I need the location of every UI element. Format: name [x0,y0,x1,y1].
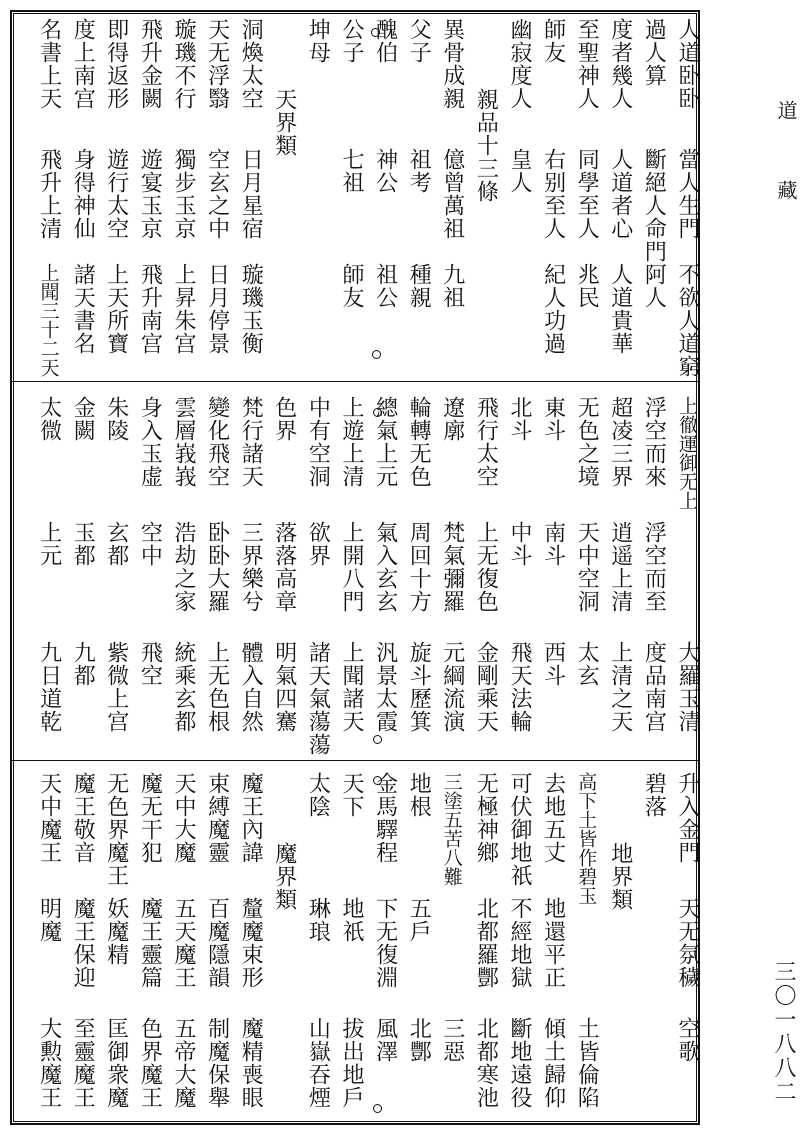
text-column-top: 幽寂度人 [507,18,532,110]
text-column-top: 天无浮翳 [204,18,230,110]
text-column-bot: 飛天法輪 [507,641,532,733]
text-column-top: 中有空洞 [305,396,331,488]
text-column-mid: 天中空洞 [574,521,600,613]
text-column-bot: 匡御衆魔 [103,1017,129,1109]
text-column-bot: 紀人功過 [540,263,566,355]
text-column-bot: 旋斗歷箕 [406,641,432,733]
text-column-top: 天中魔王 [36,772,62,864]
text-column-bot: 九日道乾 [36,641,62,733]
text-column-top: 上徹運御无上 [676,396,698,510]
text-column-bot: 汎景太霞 [372,641,398,733]
text-column-top: 飛行太空 [473,396,499,488]
text-column-bot: 璇璣玉衡 [238,263,264,355]
text-column-bot: 色界魔王 [137,1017,163,1109]
text-column-mid: 斷絕人命門 [641,148,667,263]
punctuation-circle [373,1104,382,1113]
text-column-top: 過人算 [641,18,667,87]
margin-title-mid: 藏 [774,180,798,202]
text-column-mid: 皇人 [507,148,532,194]
text-column-mid: 魔王靈篇 [137,897,163,989]
text-column-bot: 上天所寶 [103,263,129,355]
text-column-bot: 西斗 [540,641,566,687]
text-column-top: 坤母 [305,18,331,64]
text-column-mid: 日月星宿 [238,148,264,240]
text-column-mid: 遊宴玉京 [137,148,163,240]
text-column-bot: 九祖 [439,263,465,309]
text-column-mid: 上元 [36,521,62,567]
text-column-bot: 至靈魔王 [70,1017,96,1109]
text-column-bot: 大勲魔王 [36,1017,62,1109]
text-column-bot: 種親 [406,263,432,309]
text-column-bot: 空歌 [675,1017,700,1063]
text-column-top: 浮空而來 [641,396,667,488]
text-column-bot: 上聞諸天 [339,641,364,733]
punctuation-circle [373,735,382,744]
text-column-top: 醜伯 [372,18,398,64]
text-column-bot: 諸天書名 [70,263,96,355]
margin-title-top: 道 [774,100,798,122]
text-column-top: 輪轉无色 [406,396,432,488]
text-column-bot: 傾土歸仰 [540,1017,566,1109]
text-column-bot: 師友 [339,263,364,309]
text-column-mid: 上開八門 [339,521,364,613]
text-column-mid: 天无氛穢 [675,897,700,989]
section-divider-2 [12,760,700,761]
punctuation-circle [373,408,382,417]
text-column-bot: 體入自然 [238,641,264,733]
text-column-top: 東斗 [540,396,566,442]
punctuation-circle [373,776,382,785]
text-column-top: 人道卧卧 [675,18,700,110]
text-column-bot: 北酆 [406,1017,432,1063]
text-column-bot: 紫微上宫 [103,641,129,733]
text-column-top: 无色界魔王 [103,772,129,887]
text-column-top: 太陰 [305,772,331,818]
text-column-bot: 統乘玄都 [171,641,196,733]
text-column-mid: 妖魔精 [103,897,129,966]
text-column-mid: 五戶 [406,897,432,943]
text-column-top: 公子 [339,18,364,64]
text-column-bot: 飛升南宫 [137,263,163,355]
text-column-top: 碧落 [641,772,667,818]
text-column-mid: 落落高章 [271,521,297,613]
text-column-top: 遼廓 [439,396,465,442]
text-column-mid: 祖考 [406,148,432,194]
text-column-bot: 不欲人道窮 [675,263,700,378]
text-column-mid: 欲界 [305,521,331,567]
text-column-bot: 阿人 [641,263,667,309]
text-column-mid: 飛升上清 [36,148,62,240]
text-column-bot: 山嶽吞煙 [305,1017,331,1109]
margin-page-number: 三〇一八八二 [771,960,796,1104]
text-column-mid: 神公 [372,148,398,194]
text-column-top: 上遊上清 [339,396,364,488]
text-column-top: 超凌三界 [607,396,633,488]
text-column-top: 魔王敬音 [70,772,96,864]
text-column-top: 升入金門 [675,772,700,864]
text-column-mid: 下无復淵 [372,897,398,989]
text-column-mid: 魔王保迎 [70,897,96,989]
text-column-mid: 當人生門 [675,148,700,240]
text-column-bot: 上清之天 [607,641,633,733]
text-column-bot: 諸天氣蕩蕩 [305,641,331,756]
text-column-bot: 土皆倫陷 [574,1017,600,1109]
text-column-top: 即得返形 [103,18,129,110]
text-column-mid: 浮空而至 [641,521,667,613]
text-column-bot: 人道貴華 [607,263,633,355]
text-column-mid: 同學至人 [574,148,600,240]
text-column-bot: 上聞三十二天 [37,263,60,377]
text-column-top: 飛升金闕 [137,18,163,110]
text-column-top: 變化飛空 [204,396,230,488]
text-column-bot: 魔精喪眼 [238,1017,264,1109]
text-column-mid: 親品十三條 [473,88,499,203]
text-column-top: 璇璣不行 [171,18,196,110]
text-column-mid: 不經地獄 [507,897,532,989]
text-column-top: 洞煥太空 [238,18,264,110]
text-column-bot: 上昇朱宫 [171,263,196,355]
text-column-bot: 大羅玉清 [675,641,700,733]
text-column-top: 朱陵 [103,396,129,442]
text-column-top: 无極神鄉 [473,772,499,864]
text-column-mid: 三界樂兮 [238,521,264,613]
text-column-top: 去地五丈 [540,772,566,864]
text-column-bot: 金剛乘天 [473,641,499,733]
text-column-mid: 七祖 [339,148,364,194]
text-column-bot: 飛空 [137,641,163,687]
text-column-bot: 祖公 [372,263,398,309]
text-column-top: 總氣上元 [372,396,398,488]
text-column-mid: 卧卧大羅 [204,521,230,613]
text-column-bot: 度品南宫 [641,641,667,733]
section-divider-1 [12,381,700,382]
text-column-mid: 中斗 [507,521,532,567]
text-column-top: 可伏御地祇 [507,772,532,887]
text-column-mid: 釐魔束形 [238,897,264,989]
text-column-mid: 玄都 [103,521,129,567]
text-column-top: 天下 [339,772,364,818]
text-column-top: 北斗 [507,396,532,442]
text-column-bot: 五帝大魔 [171,1017,196,1109]
text-column-bot: 三惡 [439,1017,465,1063]
text-column-top: 金馬驛程 [372,772,398,864]
text-column-bot: 元綱流演 [439,641,465,733]
text-column-mid: 上无復色 [473,521,499,613]
text-column-top: 三塗五苦八難 [440,772,463,886]
text-column-bot: 日月停景 [204,263,230,355]
text-column-top: 天中大魔 [171,772,196,864]
punctuation-circle [372,350,381,359]
text-column-top: 色界 [271,396,297,442]
text-column-mid: 右别至人 [540,148,566,240]
text-column-bot: 拔出地戶 [339,1017,364,1109]
text-column-mid: 逍遥上清 [607,521,633,613]
text-column-mid: 人道者心 [607,148,633,240]
text-column-mid: 地祇 [339,897,364,943]
text-column-mid: 五天魔王 [171,897,196,989]
text-column-mid: 百魔隱韻 [204,897,230,989]
text-column-mid: 南斗 [540,521,566,567]
text-column-bot: 斷地遠役 [507,1017,532,1109]
text-column-bot: 太玄 [574,641,600,687]
text-column-bot: 風澤 [372,1017,398,1063]
text-column-mid: 玉都 [70,521,96,567]
text-column-mid: 魔界類 [271,842,297,911]
text-column-mid: 琳琅 [305,897,331,943]
text-column-top: 父子 [406,18,432,64]
text-column-mid: 浩劫之家 [171,521,196,613]
text-column-mid: 身得神仙 [70,148,96,240]
text-column-top: 度上南宫 [70,18,96,110]
text-column-top: 魔王內諱 [238,772,264,864]
text-column-bot: 北都寒池 [473,1017,499,1109]
text-column-mid: 地界類 [607,842,633,911]
text-column-top: 至聖神人 [574,18,600,110]
punctuation-circle [371,28,380,37]
text-column-top: 師友 [540,18,566,64]
text-column-top: 名書上天 [36,18,62,110]
text-column-top: 雲層峩峩 [171,396,196,488]
text-column-mid: 周回十方 [406,521,432,613]
text-column-mid: 氣入玄玄 [372,521,398,613]
text-column-mid: 梵氣彌羅 [439,521,465,613]
text-column-bot: 上无色根 [204,641,230,733]
text-column-bot: 九都 [70,641,96,687]
text-column-top: 束縛魔靈 [204,772,230,864]
text-column-top: 太微 [36,396,62,442]
text-column-mid: 遊行太空 [103,148,129,240]
text-column-top: 異骨成親 [439,18,465,110]
text-column-top: 无色之境 [574,396,600,488]
text-column-mid: 億曾萬祖 [439,148,465,240]
text-column-mid: 地還平正 [540,897,566,989]
text-column-mid: 空中 [137,521,163,567]
text-column-top: 梵行諸天 [238,396,264,488]
text-column-mid: 空玄之中 [204,148,230,240]
text-column-mid: 北都羅酆 [473,897,499,989]
text-column-bot: 兆民 [574,263,600,309]
text-column-top: 高下土皆作碧玉 [575,772,598,905]
text-column-mid: 明魔 [36,897,62,943]
text-column-top: 度者幾人 [607,18,633,110]
text-column-top: 身入玉虚 [137,396,163,488]
text-column-mid: 獨步玉京 [171,148,196,240]
text-column-top: 金闕 [70,396,96,442]
text-column-top: 地根 [406,772,432,818]
text-column-bot: 制魔保舉 [204,1017,230,1109]
text-column-top: 魔无干犯 [137,772,163,864]
text-column-mid: 天界類 [271,88,297,157]
text-column-bot: 明氣四騫 [271,641,297,733]
